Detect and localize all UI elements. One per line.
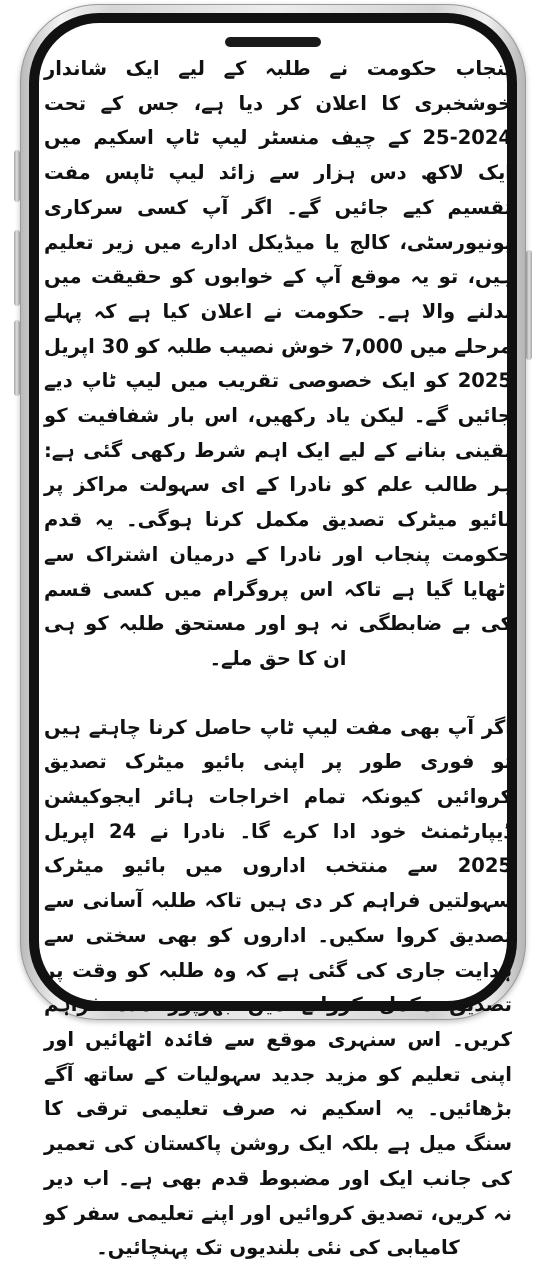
article-body: [44, 52, 512, 1266]
article-paragraph-1: پنجاب حکومت نے طلبہ کے لیے ایک شاندار خوشخبری کا اعلان کر دیا ہے، جس کے تحت 2024-25 کے چیف منسٹر لیپ ٹاپ اسکیم میں ایک لاکھ دس ہزار سے زائد لیپ ٹاپس مفت تقسیم کیے جائیں گے۔ اگر آپ کسی سرکاری یونیورسٹی، کالج یا میڈیکل ادارے میں زیر تعلیم ہیں، تو یہ موقع آپ کے خوابوں کو حقیقت میں بدلنے والا ہے۔ حکومت نے اعلان کیا ہے کہ پہلے مرحلے میں 7,000 خوش نصیب طلبہ کو 30 اپریل 2025 کو ایک خصوصی تقریب میں لیپ ٹاپ دیے جائیں گے۔ لیکن یاد رکھیں، اس بار شفافیت کو یقینی بنانے کے لیے ایک اہم شرط رکھی گئی ہے: ہر طالب علم کو نادرا کے ای سہولت مراکز پر بائیو میٹرک تصدیق مکمل کرنا ہوگی۔ یہ قدم حکومت پنجاب اور نادرا کے درمیان اشتراک سے اٹھایا گیا ہے تاکہ اس پروگرام میں کسی قسم کی بے ضابطگی نہ ہو اور مستحق طلبہ کو ہی ان کا حق ملے۔: [44, 57, 512, 670]
speaker-notch: [225, 37, 321, 47]
power-button: [526, 250, 532, 360]
article-paragraph-2: اگر آپ بھی مفت لیپ ٹاپ حاصل کرنا چاہتے ہیں تو فوری طور پر اپنی بائیو میٹرک تصدیق کروائیں کیونکہ تمام اخراجات ہائر ایجوکیشن ڈیپارٹمنٹ خود ادا کرے گا۔ نادرا نے 24 اپریل 2025 سے منتخب اداروں میں بائیو میٹرک سہولتیں فراہم کر دی ہیں تاکہ طلبہ آسانی سے تصدیق کروا سکیں۔ اداروں کو بھی سختی سے ہدایت جاری کی گئی ہے کہ وہ طلبہ کو وقت پر تصدیق مکمل کروانے میں بھرپور مدد فراہم کریں۔ اس سنہری موقع سے فائدہ اٹھائیں اور اپنی تعلیم کو مزید جدید سہولیات کے ساتھ آگے بڑھائیں۔ یہ اسکیم نہ صرف تعلیمی ترقی کا سنگ میل ہے بلکہ ایک روشن پاکستان کی تعمیر کی جانب ایک اور مضبوط قدم بھی ہے۔ اب دیر نہ کریں، تصدیق کروائیں اور اپنے تعلیمی سفر کو کامیابی کی نئی بلندیوں تک پہنچائیں۔: [44, 715, 512, 1260]
